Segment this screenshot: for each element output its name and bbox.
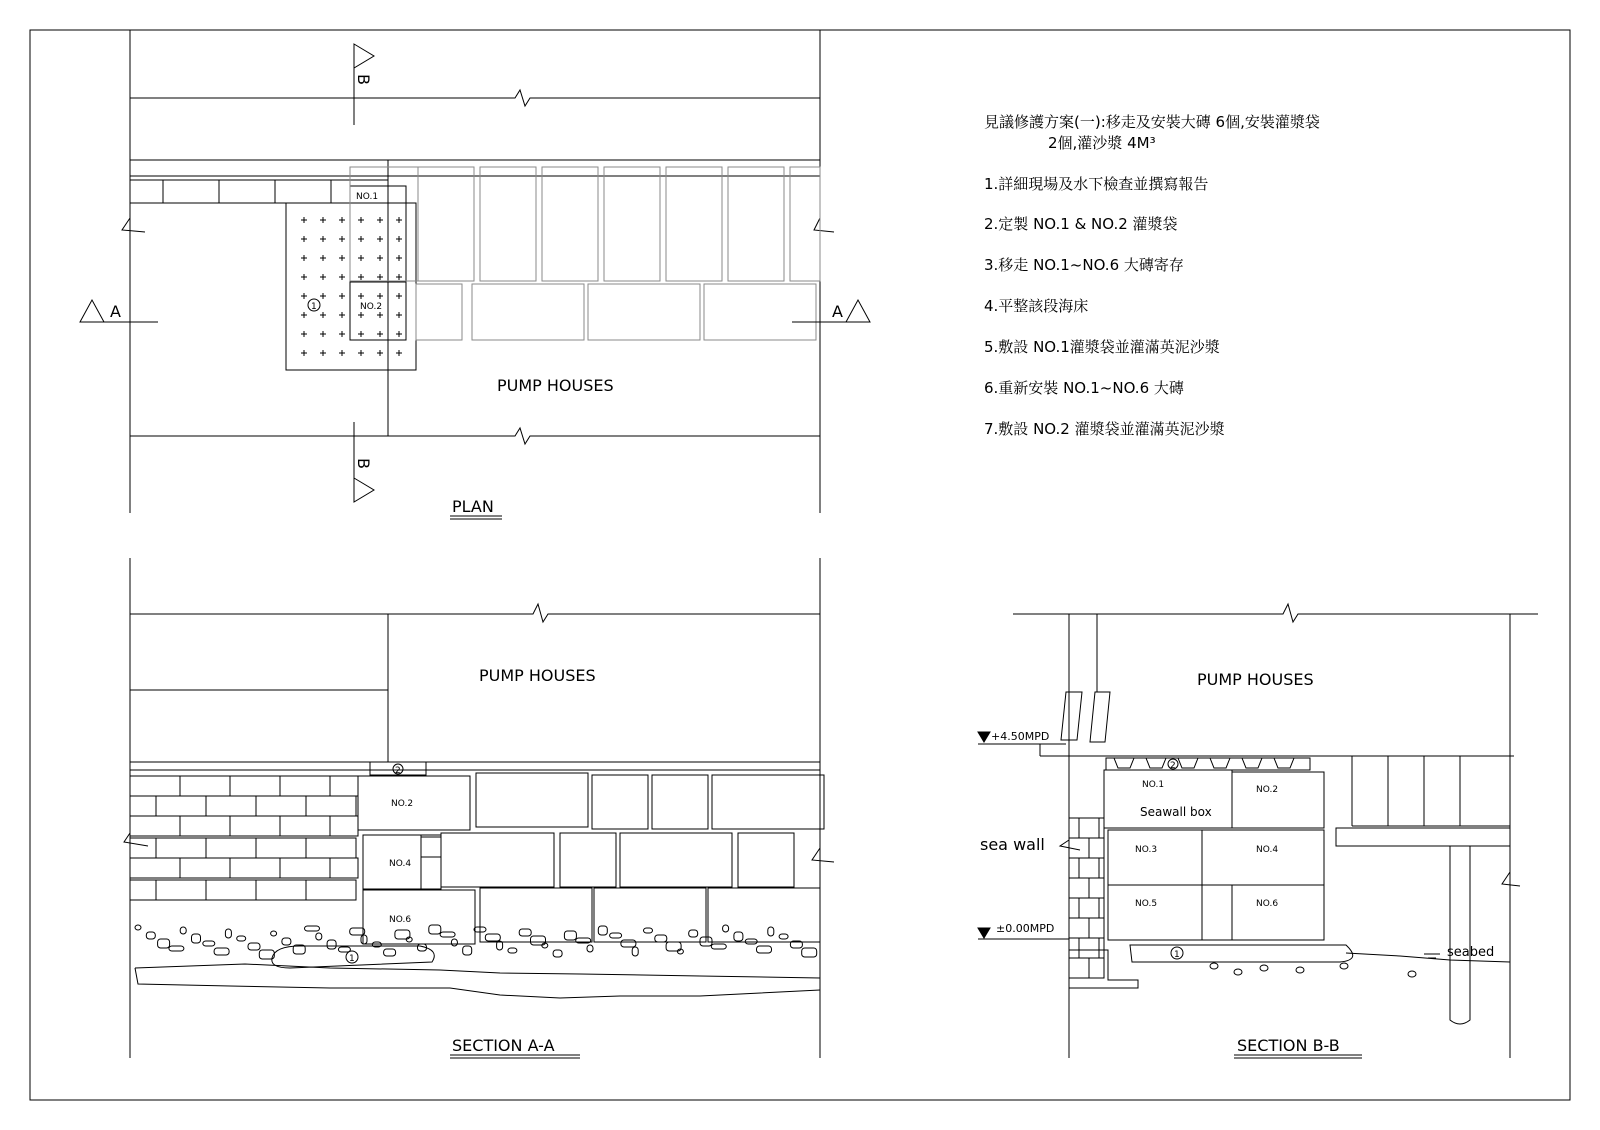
hatch-mark [320, 293, 326, 299]
rubble-stone [553, 950, 562, 957]
rubble-stone [361, 935, 367, 944]
bb-sea-wall-label: sea wall [980, 835, 1045, 854]
hatch-mark [358, 236, 364, 242]
rubble-stone [463, 946, 472, 955]
plan-view [80, 30, 870, 519]
rubble-stone [734, 932, 743, 941]
bb-pump-houses-label: PUMP HOUSES [1197, 670, 1314, 689]
bb-bag2-mark: 2 [1170, 761, 1176, 771]
brick [180, 776, 230, 796]
rubble-stone [689, 930, 698, 937]
brick [1079, 818, 1099, 838]
bb-block-no3: NO.3 [1135, 845, 1158, 855]
pebble [1296, 967, 1304, 973]
hatch-mark [301, 312, 307, 318]
hatch-mark [358, 217, 364, 223]
hatch-mark [301, 217, 307, 223]
rubble-stone [350, 928, 365, 935]
brick [1099, 818, 1104, 838]
notes-step-7: 7.敷設 NO.2 灌漿袋並灌滿英泥沙漿 [984, 420, 1225, 438]
brick [206, 796, 256, 816]
brick [330, 858, 358, 878]
hatch-mark [396, 236, 402, 242]
brick [421, 837, 441, 857]
rubble-stone [271, 931, 277, 936]
bag-cell [1242, 758, 1262, 768]
brick [180, 816, 230, 836]
rubble-stone [192, 934, 201, 943]
section-mark-b-top: B [354, 74, 373, 85]
plan-title: PLAN [452, 497, 494, 516]
hatch-mark [339, 217, 345, 223]
brick [130, 796, 156, 816]
brick [1099, 898, 1104, 918]
hatch-mark [358, 312, 364, 318]
rubble-stone [723, 925, 729, 932]
rubble-stone [146, 932, 155, 939]
bb-level-bottom: ±0.00MPD [996, 922, 1055, 935]
hatch-mark [339, 255, 345, 261]
hatch-mark [320, 255, 326, 261]
rubble-stone [237, 936, 246, 941]
hatch-mark [339, 350, 345, 356]
rubble-stone [802, 948, 817, 957]
notes-step-4: 4.平整該段海床 [984, 297, 1089, 315]
brick [256, 880, 306, 900]
rubble-stone [598, 926, 607, 935]
rubble-stone [180, 927, 186, 934]
bb-block-no5: NO.5 [1135, 899, 1158, 909]
rubble-stone [327, 940, 336, 949]
bag-cell [1274, 758, 1294, 768]
hatch-mark [301, 331, 307, 337]
brick [230, 776, 280, 796]
brick [306, 796, 356, 816]
brick [256, 838, 306, 858]
rubble-stone [169, 946, 184, 951]
plan-bag-mark: 1 [311, 302, 317, 312]
rubble-stone [338, 947, 350, 952]
brick [206, 880, 256, 900]
hatch-mark [320, 236, 326, 242]
hatch-mark [320, 331, 326, 337]
brick [1069, 818, 1079, 838]
brick [180, 858, 230, 878]
brick [156, 838, 206, 858]
rubble-stone [621, 940, 636, 947]
rubble-stone [384, 949, 396, 956]
hatch-mark [358, 255, 364, 261]
rubble-stone [485, 934, 500, 941]
hatch-mark [339, 293, 345, 299]
pebble [1408, 971, 1416, 977]
section-bb-title: SECTION B-B [1237, 1036, 1340, 1055]
brick [130, 838, 156, 858]
hatch-mark [377, 255, 383, 261]
section-mark-a-right: A [832, 302, 843, 321]
brick [1089, 958, 1104, 978]
rubble-stone [158, 939, 170, 948]
brick [1069, 878, 1089, 898]
rubble-stone [757, 946, 772, 953]
bag-cell [1210, 758, 1230, 768]
brick [156, 796, 206, 816]
hatch-mark [339, 274, 345, 280]
hatch-mark [377, 350, 383, 356]
bb-block-no6: NO.6 [1256, 899, 1279, 909]
rubble-stone [768, 927, 774, 936]
brick [256, 796, 306, 816]
brick [130, 776, 180, 796]
sheet-border [30, 30, 1570, 1100]
hatch-mark [377, 217, 383, 223]
hatch-mark [396, 312, 402, 318]
brick [1079, 938, 1099, 958]
brick [306, 880, 356, 900]
aa-brick-wall [130, 776, 441, 900]
hatch-mark [301, 274, 307, 280]
section-mark-b-bottom: B [354, 458, 373, 469]
notes-step-3: 3.移走 NO.1~NO.6 大磚寄存 [984, 256, 1184, 274]
hatch-mark [396, 331, 402, 337]
brick [1099, 938, 1104, 958]
pebble [1210, 963, 1218, 969]
bb-seabed-label: seabed [1447, 945, 1495, 960]
bb-seawall-box-label: Seawall box [1140, 805, 1212, 819]
brick [1069, 858, 1079, 878]
hatch-mark [339, 331, 345, 337]
plan-no1-label: NO.1 [356, 192, 379, 202]
aa-no2-label: NO.2 [391, 799, 414, 809]
hatch-mark [320, 312, 326, 318]
rubble-stone [225, 929, 231, 938]
hatch-mark [358, 274, 364, 280]
rubble-stone [644, 928, 653, 933]
brick [156, 880, 206, 900]
hatch-mark [301, 236, 307, 242]
section-bb-view [978, 604, 1538, 1058]
rubble-stone [632, 947, 638, 956]
rubble-stone [248, 943, 260, 950]
rubble-stone [610, 933, 622, 938]
brick [1069, 898, 1079, 918]
hatch-mark [301, 255, 307, 261]
hatch-mark [320, 217, 326, 223]
rubble-stone [316, 933, 322, 940]
grout-bag-hatch [301, 217, 402, 356]
rubble-stone [508, 948, 517, 953]
hatch-mark [396, 350, 402, 356]
rubble-stone [519, 929, 531, 936]
brick [330, 776, 358, 796]
rubble-stone [305, 926, 320, 931]
brick [1089, 838, 1104, 858]
hatch-mark [377, 236, 383, 242]
hatch-mark [320, 274, 326, 280]
rubble-stone [587, 945, 593, 952]
hatch-mark [396, 274, 402, 280]
plan-pump-houses-label: PUMP HOUSES [497, 376, 614, 395]
rubble-stone [282, 938, 291, 945]
plan-no2-label: NO.2 [360, 302, 383, 312]
aa-no4-label: NO.4 [389, 859, 412, 869]
hatch-mark [396, 293, 402, 299]
aa-bag2-mark: 2 [395, 766, 401, 776]
brick [280, 858, 330, 878]
aa-no6-label: NO.6 [389, 915, 412, 925]
brick [206, 838, 256, 858]
bb-block-no1: NO.1 [1142, 780, 1165, 790]
section-mark-a-left: A [110, 302, 121, 321]
bb-block-no2: NO.2 [1256, 785, 1279, 795]
rubble-stone [203, 941, 215, 946]
bb-level-top: +4.50MPD [991, 730, 1050, 743]
notes-step-6: 6.重新安裝 NO.1~NO.6 大磚 [984, 379, 1184, 397]
aa-bag1-mark: 1 [349, 954, 355, 964]
brick [130, 880, 156, 900]
brick [1079, 858, 1099, 878]
hatch-mark [320, 350, 326, 356]
notes-step-1: 1.詳細現場及水下檢查並撰寫報告 [984, 175, 1209, 193]
hatch-mark [396, 217, 402, 223]
bb-bag1-mark: 1 [1174, 950, 1180, 960]
brick [1069, 958, 1089, 978]
repair-notes [984, 113, 1320, 438]
brick [280, 776, 330, 796]
brick [306, 838, 356, 858]
notes-step-5: 5.敷設 NO.1灌漿袋並灌滿英泥沙漿 [984, 338, 1220, 356]
rubble-stone [440, 932, 455, 937]
brick [330, 816, 358, 836]
notes-title-line1: 見議修護方案(一):移走及安裝大磚 6個,安裝灌漿袋 [984, 113, 1320, 131]
hatch-mark [301, 350, 307, 356]
brick [130, 816, 180, 836]
rubble-stone [429, 925, 441, 934]
hatch-mark [301, 293, 307, 299]
hatch-mark [377, 293, 383, 299]
hatch-mark [339, 236, 345, 242]
hatch-mark [339, 312, 345, 318]
bag-cell [1114, 758, 1134, 768]
pebble [1340, 963, 1348, 969]
hatch-mark [377, 274, 383, 280]
brick [1089, 878, 1104, 898]
rubble-stone [711, 944, 726, 949]
bag-cell [1178, 758, 1198, 768]
hatch-mark [396, 255, 402, 261]
hatch-mark [358, 331, 364, 337]
brick [230, 816, 280, 836]
brick [1069, 938, 1079, 958]
brick [1079, 898, 1099, 918]
pebble [1260, 965, 1268, 971]
brick [230, 858, 280, 878]
hatch-mark [377, 312, 383, 318]
rubble-stone [451, 939, 457, 946]
rubble-stone [779, 934, 788, 939]
rubble-stone [655, 935, 667, 942]
notes-step-2: 2.定製 NO.1 & NO.2 灌漿袋 [984, 215, 1178, 233]
bb-block-no4: NO.4 [1256, 845, 1279, 855]
hatch-mark [358, 293, 364, 299]
aa-pump-houses-label: PUMP HOUSES [479, 666, 596, 685]
brick [1069, 918, 1089, 938]
bag-cell [1146, 758, 1166, 768]
rubble-stone [214, 948, 229, 955]
rubble-stone [135, 925, 141, 930]
pebble [1234, 969, 1242, 975]
brick [280, 816, 330, 836]
brick [1089, 918, 1104, 938]
section-aa-title: SECTION A-A [452, 1036, 555, 1055]
notes-title-line2: 2個,灌沙漿 4M³ [1048, 134, 1156, 152]
hatch-mark [377, 331, 383, 337]
rubble-stone [564, 931, 576, 940]
brick [130, 858, 180, 878]
brick [1099, 858, 1104, 878]
section-aa-view [124, 558, 834, 1058]
hatch-mark [358, 350, 364, 356]
bb-brick-wall [1069, 818, 1104, 978]
